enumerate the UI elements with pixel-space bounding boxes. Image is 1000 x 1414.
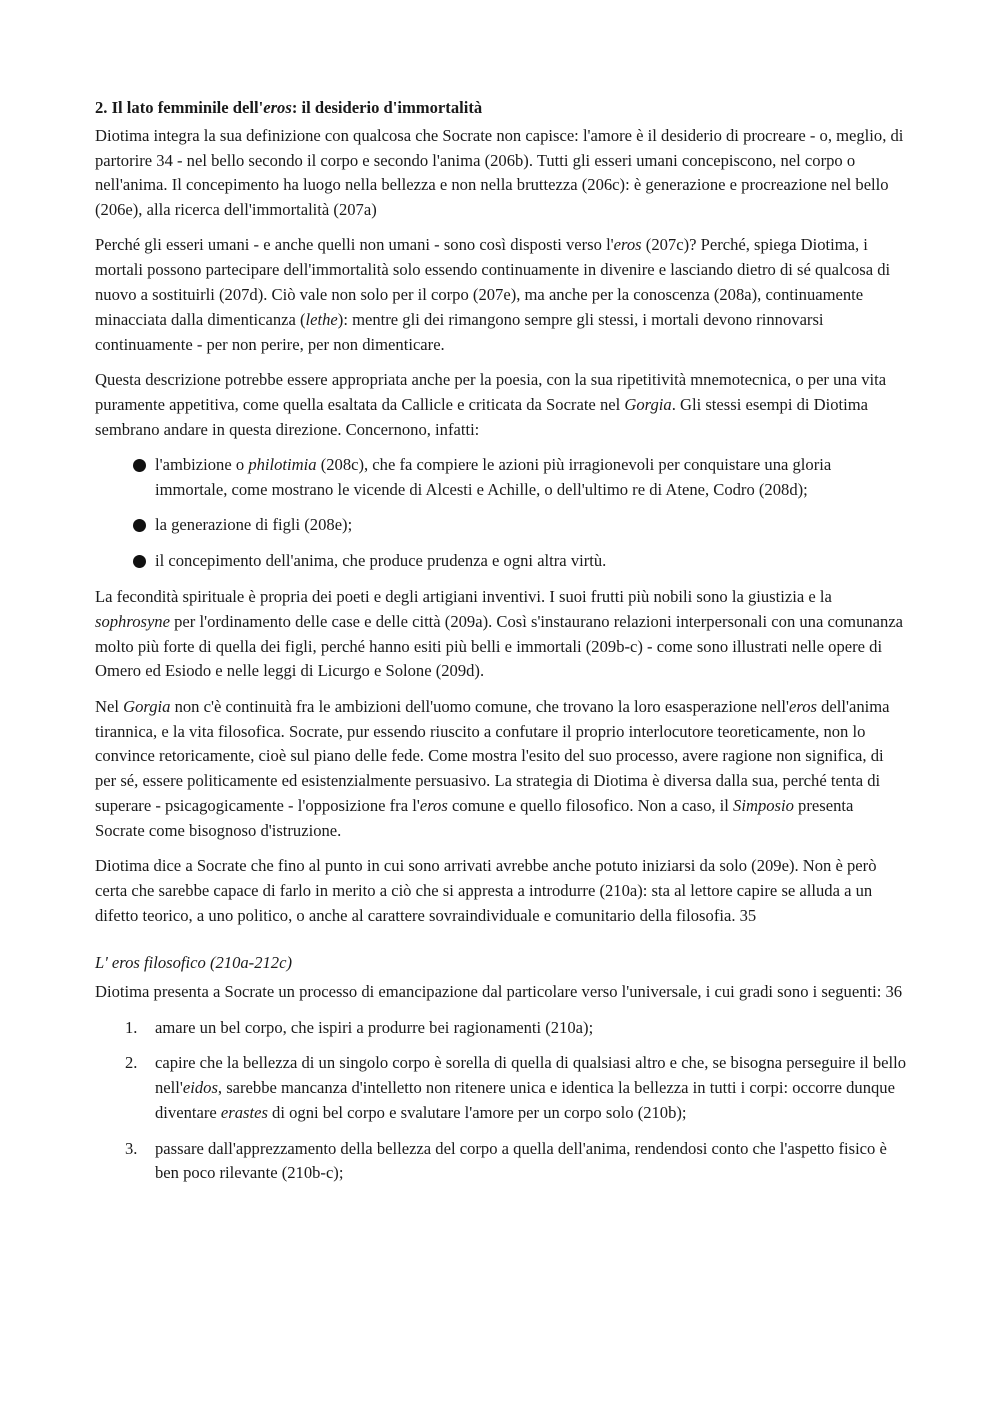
italic-term: philotimia — [248, 454, 317, 474]
paragraph-5 — [95, 695, 907, 844]
paragraph-2 — [95, 233, 907, 357]
text-span: passare dall'apprezzamento della bellezza del corpo a quella dell'anima, rendendosi conto che l'aspetto fisico è ben poco rilevante (210b-c); — [155, 1138, 887, 1183]
text-span: . Gli stessi esempi di Diotima sembrano andare in questa direzione. Concernono, infatti: — [95, 394, 869, 439]
bullet-icon — [133, 459, 146, 472]
numbered-list — [95, 1016, 907, 1187]
section-heading — [95, 96, 907, 121]
text-span: capire che la bellezza di un singolo corpo è sorella di quella di qualsiasi altro e che, se bisogna perseguire il bello nell' — [155, 1053, 907, 1098]
italic-title: Simposio — [733, 795, 794, 815]
text-span: La fecondità spirituale è propria dei poeti e degli artigiani inventivi. I suoi frutti più nobili sono la giustizia e la — [95, 587, 832, 607]
text-span: , sarebbe mancanza d'intelletto non ritenere unica e identica la bellezza in tutti i corpi: occorre dunque diventare — [155, 1078, 895, 1122]
bullet-list — [95, 453, 907, 574]
text-span: comune e quello filosofico. Non a caso, il — [447, 795, 734, 815]
text-span: la generazione di figli (208e); — [155, 515, 353, 535]
italic-term: erastes — [220, 1102, 268, 1122]
bullet-icon — [133, 555, 146, 568]
list-number: 1. — [125, 1017, 138, 1037]
italic-term: eros — [613, 235, 642, 255]
italic-title: Gorgia — [624, 394, 672, 414]
list-item — [95, 513, 907, 538]
text-span: il concepimento dell'anima, che produce prudenza e ogni altra virtù. — [155, 551, 607, 571]
paragraph-3 — [95, 368, 907, 442]
italic-title: Gorgia — [123, 696, 171, 716]
list-item — [95, 1137, 907, 1187]
text-span: amare un bel corpo, che ispiri a produrre bei ragionamenti (210a); — [155, 1017, 594, 1037]
italic-term: eros — [419, 795, 448, 815]
list-item — [95, 1016, 907, 1041]
document-page — [95, 96, 907, 1197]
subsection-heading: L' eros filosofico (210a-212c) — [95, 953, 292, 973]
italic-term: eidos — [182, 1078, 218, 1098]
paragraph-6: Diotima dice a Socrate che fino al punto in cui sono arrivati avrebbe anche potuto iniziarsi da solo (209e). Non è però certa che sarebbe capace di farlo in merito a ciò che si appresta a introdurre (210a): sta al lettore capire se alluda a un difetto teorico, a uno politico, o anche al carattere sovraindividuale e comunitario della filosofia. 35 — [95, 856, 877, 925]
text-span: ): mentre gli dei rimangono sempre gli stessi, i mortali devono rinnovarsi continuamente - per non perire, per non dimenticare. — [95, 309, 824, 354]
text-span: Perché gli esseri umani - e anche quelli non umani - sono così disposti verso l' — [95, 235, 614, 255]
italic-term: eros — [789, 696, 817, 716]
heading-text-rest: : il desiderio d'immortalità — [291, 98, 483, 117]
text-span: Nel — [95, 696, 124, 716]
paragraph-7: Diotima presenta a Socrate un processo di emancipazione dal particolare verso l'universale, i cui gradi sono i seguenti: 36 — [95, 982, 903, 1002]
paragraph-1: Diotima integra la sua definizione con qualcosa che Socrate non capisce: l'amore è il desiderio di procreare - o, meglio, di partorire 34 - nel bello secondo il corpo e secondo l'anima (206b). Tutti gli esseri umani concepiscono, nel corpo o nell'anima. Il concepimento ha luogo nella bellezza e non nella bruttezza (206c): è generazione e procreazione nel bello (206e), alla ricerca dell'immortalità (207a) — [95, 125, 904, 220]
list-item — [95, 549, 907, 574]
italic-term: sophrosyne — [95, 611, 170, 631]
heading-text: 2. Il lato femminile dell' — [95, 98, 264, 117]
list-item — [95, 453, 907, 503]
bullet-icon — [133, 519, 146, 532]
text-span: di ogni bel corpo e svalutare l'amore per un corpo solo (210b); — [267, 1102, 687, 1122]
text-span: (207c)? Perché, spiega Diotima, i mortali possono partecipare dell'immortalità solo essendo continuamente in divenire e lasciando dietro di sé qualcosa di nuovo a sostituirli (207d). Ciò vale non solo per il corpo (207e), ma anche per la conoscenza (208a), continuamente minacciata dalla dimenticanza ( — [95, 235, 891, 329]
text-span: (208c), che fa compiere le azioni più irragionevoli per conquistare una gloria immortale, come mostrano le vicende di Alcesti e Achille, o dell'ultimo re di Atene, Codro (208d); — [155, 454, 832, 499]
text-span: l'ambizione o — [155, 454, 249, 474]
list-number: 3. — [125, 1138, 138, 1158]
text-span: Questa descrizione potrebbe essere appropriata anche per la poesia, con la sua ripetitività mnemotecnica, o per una vita puramente appetitiva, come quella esaltata da Callicle e criticata da Socrate nel — [95, 369, 887, 414]
list-item — [95, 1051, 907, 1125]
text-span: per l'ordinamento delle case e delle città (209a). Così s'instaurano relazioni interpersonali con una comunanza molto più forte di quella dei figli, perché hanno esiti più belli e immortali (209b-c) - come sono illustrati nelle opere di Omero ed Esiodo e nelle leggi di Licurgo e Solone (209d). — [95, 611, 904, 681]
italic-term: lethe — [305, 309, 338, 329]
text-span: dell'anima tirannica, e la vita filosofica. Socrate, pur essendo riuscito a confutare il proprio interlocutore teoreticamente, non lo convince retoricamente, cioè sul piano delle fede. Come mostra l'esito del suo processo, avere ragione non significa, di per sé, essere politicamente ed esistenzialmente persuasivo. La strategia di Diotima è diversa dalla sua, perché tenta di superare - psicagogicamente - l'opposizione fra l' — [95, 696, 890, 815]
heading-italic-term: eros — [263, 98, 292, 117]
text-span: non c'è continuità fra le ambizioni dell'uomo comune, che trovano la loro esasperazione nell' — [170, 696, 790, 716]
list-number: 2. — [125, 1053, 138, 1073]
text-span: presenta Socrate come bisognoso d'istruzione. — [95, 795, 854, 840]
paragraph-4 — [95, 585, 907, 684]
